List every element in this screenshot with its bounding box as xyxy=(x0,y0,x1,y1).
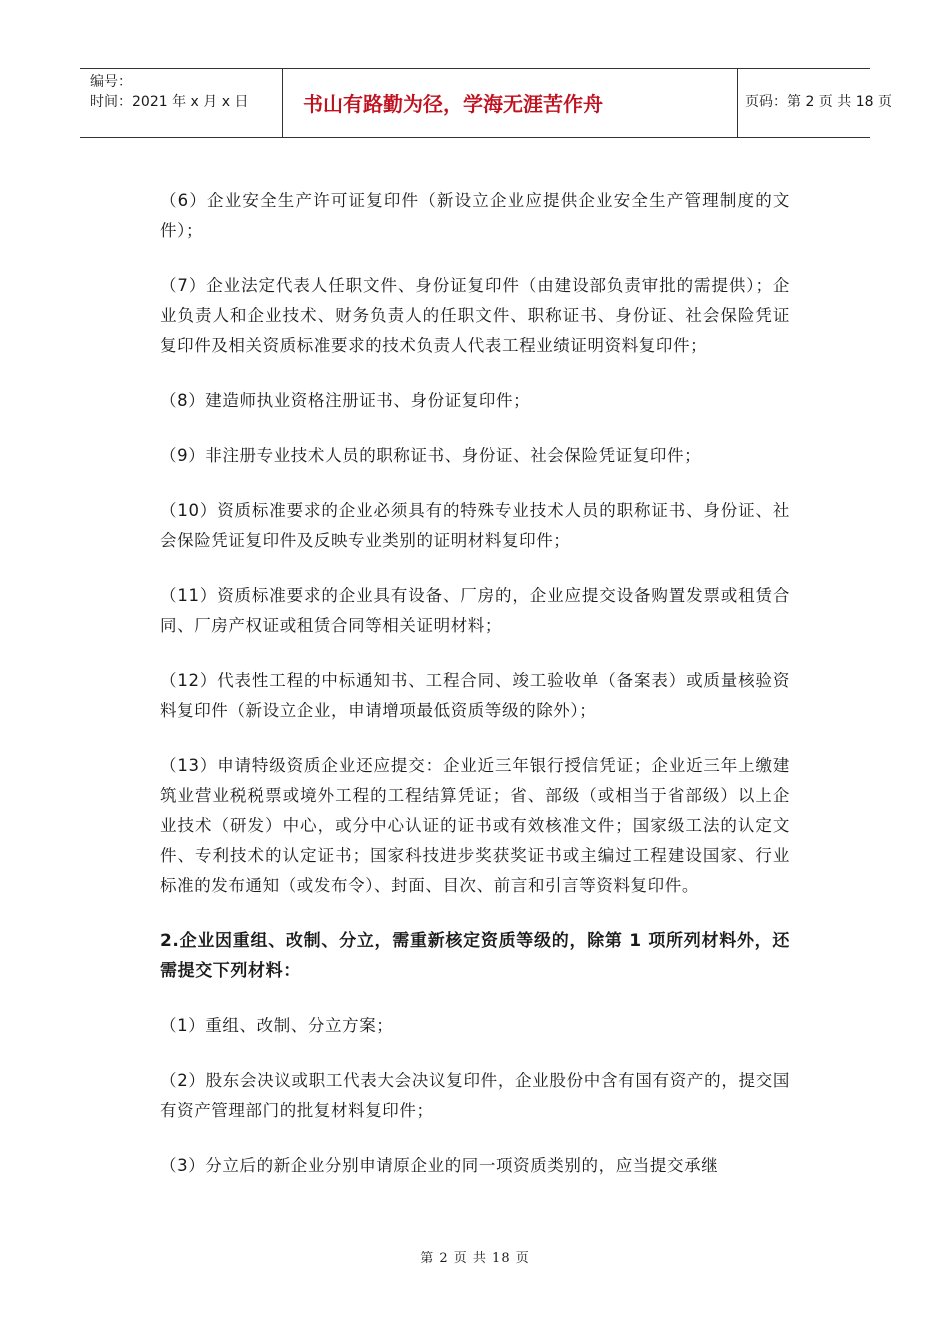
motto-text: 书山有路勤为径，学海无涯苦作舟 xyxy=(303,92,603,116)
list-item-paragraph: （2）股东会决议或职工代表大会决议复印件，企业股份中含有国有资产的，提交国有资产管理部门的批复材料复印件； xyxy=(160,1071,790,1120)
section-heading: 2.企业因重组、改制、分立，需重新核定资质等级的，除第 1 项所列材料外，还需提交下列材料： xyxy=(160,931,790,981)
list-item-paragraph: （10）资质标准要求的企业必须具有的特殊专业技术人员的职称证书、身份证、社会保险凭证复印件及反映专业类别的证明材料复印件； xyxy=(160,501,790,550)
list-item-paragraph: （12）代表性工程的中标通知书、工程合同、竣工验收单（备案表）或质量核验资料复印件（新设立企业，申请增项最低资质等级的除外）； xyxy=(160,671,790,720)
header-motto-cell xyxy=(282,69,738,137)
header-meta-cell xyxy=(80,69,280,137)
list-item-paragraph: （7）企业法定代表人任职文件、身份证复印件（由建设部负责审批的需提供）；企业负责人和企业技术、财务负责人的任职文件、职称证书、身份证、社会保险凭证复印件及相关资质标准要求的技术负责人代表工程业绩证明资料复印件； xyxy=(160,276,790,355)
serial-number-label: 编号： xyxy=(90,74,132,90)
header-page-cell xyxy=(737,69,892,137)
list-item-paragraph: （3）分立后的新企业分别申请原企业的同一项资质类别的，应当提交承继 xyxy=(160,1156,719,1175)
list-item-paragraph: （11）资质标准要求的企业具有设备、厂房的，企业应提交设备购置发票或租赁合同、厂房产权证或租赁合同等相关证明材料； xyxy=(160,586,790,635)
page-info: 页码：第 2 页 共 18 页 xyxy=(745,94,892,110)
list-item-paragraph: （1）重组、改制、分立方案； xyxy=(160,1016,394,1035)
list-item-paragraph: （6）企业安全生产许可证复印件（新设立企业应提供企业安全生产管理制度的文件）； xyxy=(160,191,790,240)
list-item-paragraph: （8）建造师执业资格注册证书、身份证复印件； xyxy=(160,391,531,410)
list-item-paragraph: （9）非注册专业技术人员的职称证书、身份证、社会保险凭证复印件； xyxy=(160,446,702,465)
document-body xyxy=(160,186,790,1206)
list-item-paragraph: （13）申请特级资质企业还应提交：企业近三年银行授信凭证；企业近三年上缴建筑业营业税税票或境外工程的工程结算凭证；省、部级（或相当于省部级）以上企业技术（研发）中心，或分中心认证的证书或有效核准文件；国家级工法的认定文件、专利技术的认定证书；国家科技进步奖获奖证书或主编过工程建设国家、行业标准的发布通知（或发布令）、封面、目次、前言和引言等资料复印件。 xyxy=(160,756,790,895)
date-label: 时间：2021 年 x 月 x 日 xyxy=(90,94,249,110)
page-header xyxy=(80,68,892,138)
page-footer: 第 2 页 共 18 页 xyxy=(420,1251,530,1266)
